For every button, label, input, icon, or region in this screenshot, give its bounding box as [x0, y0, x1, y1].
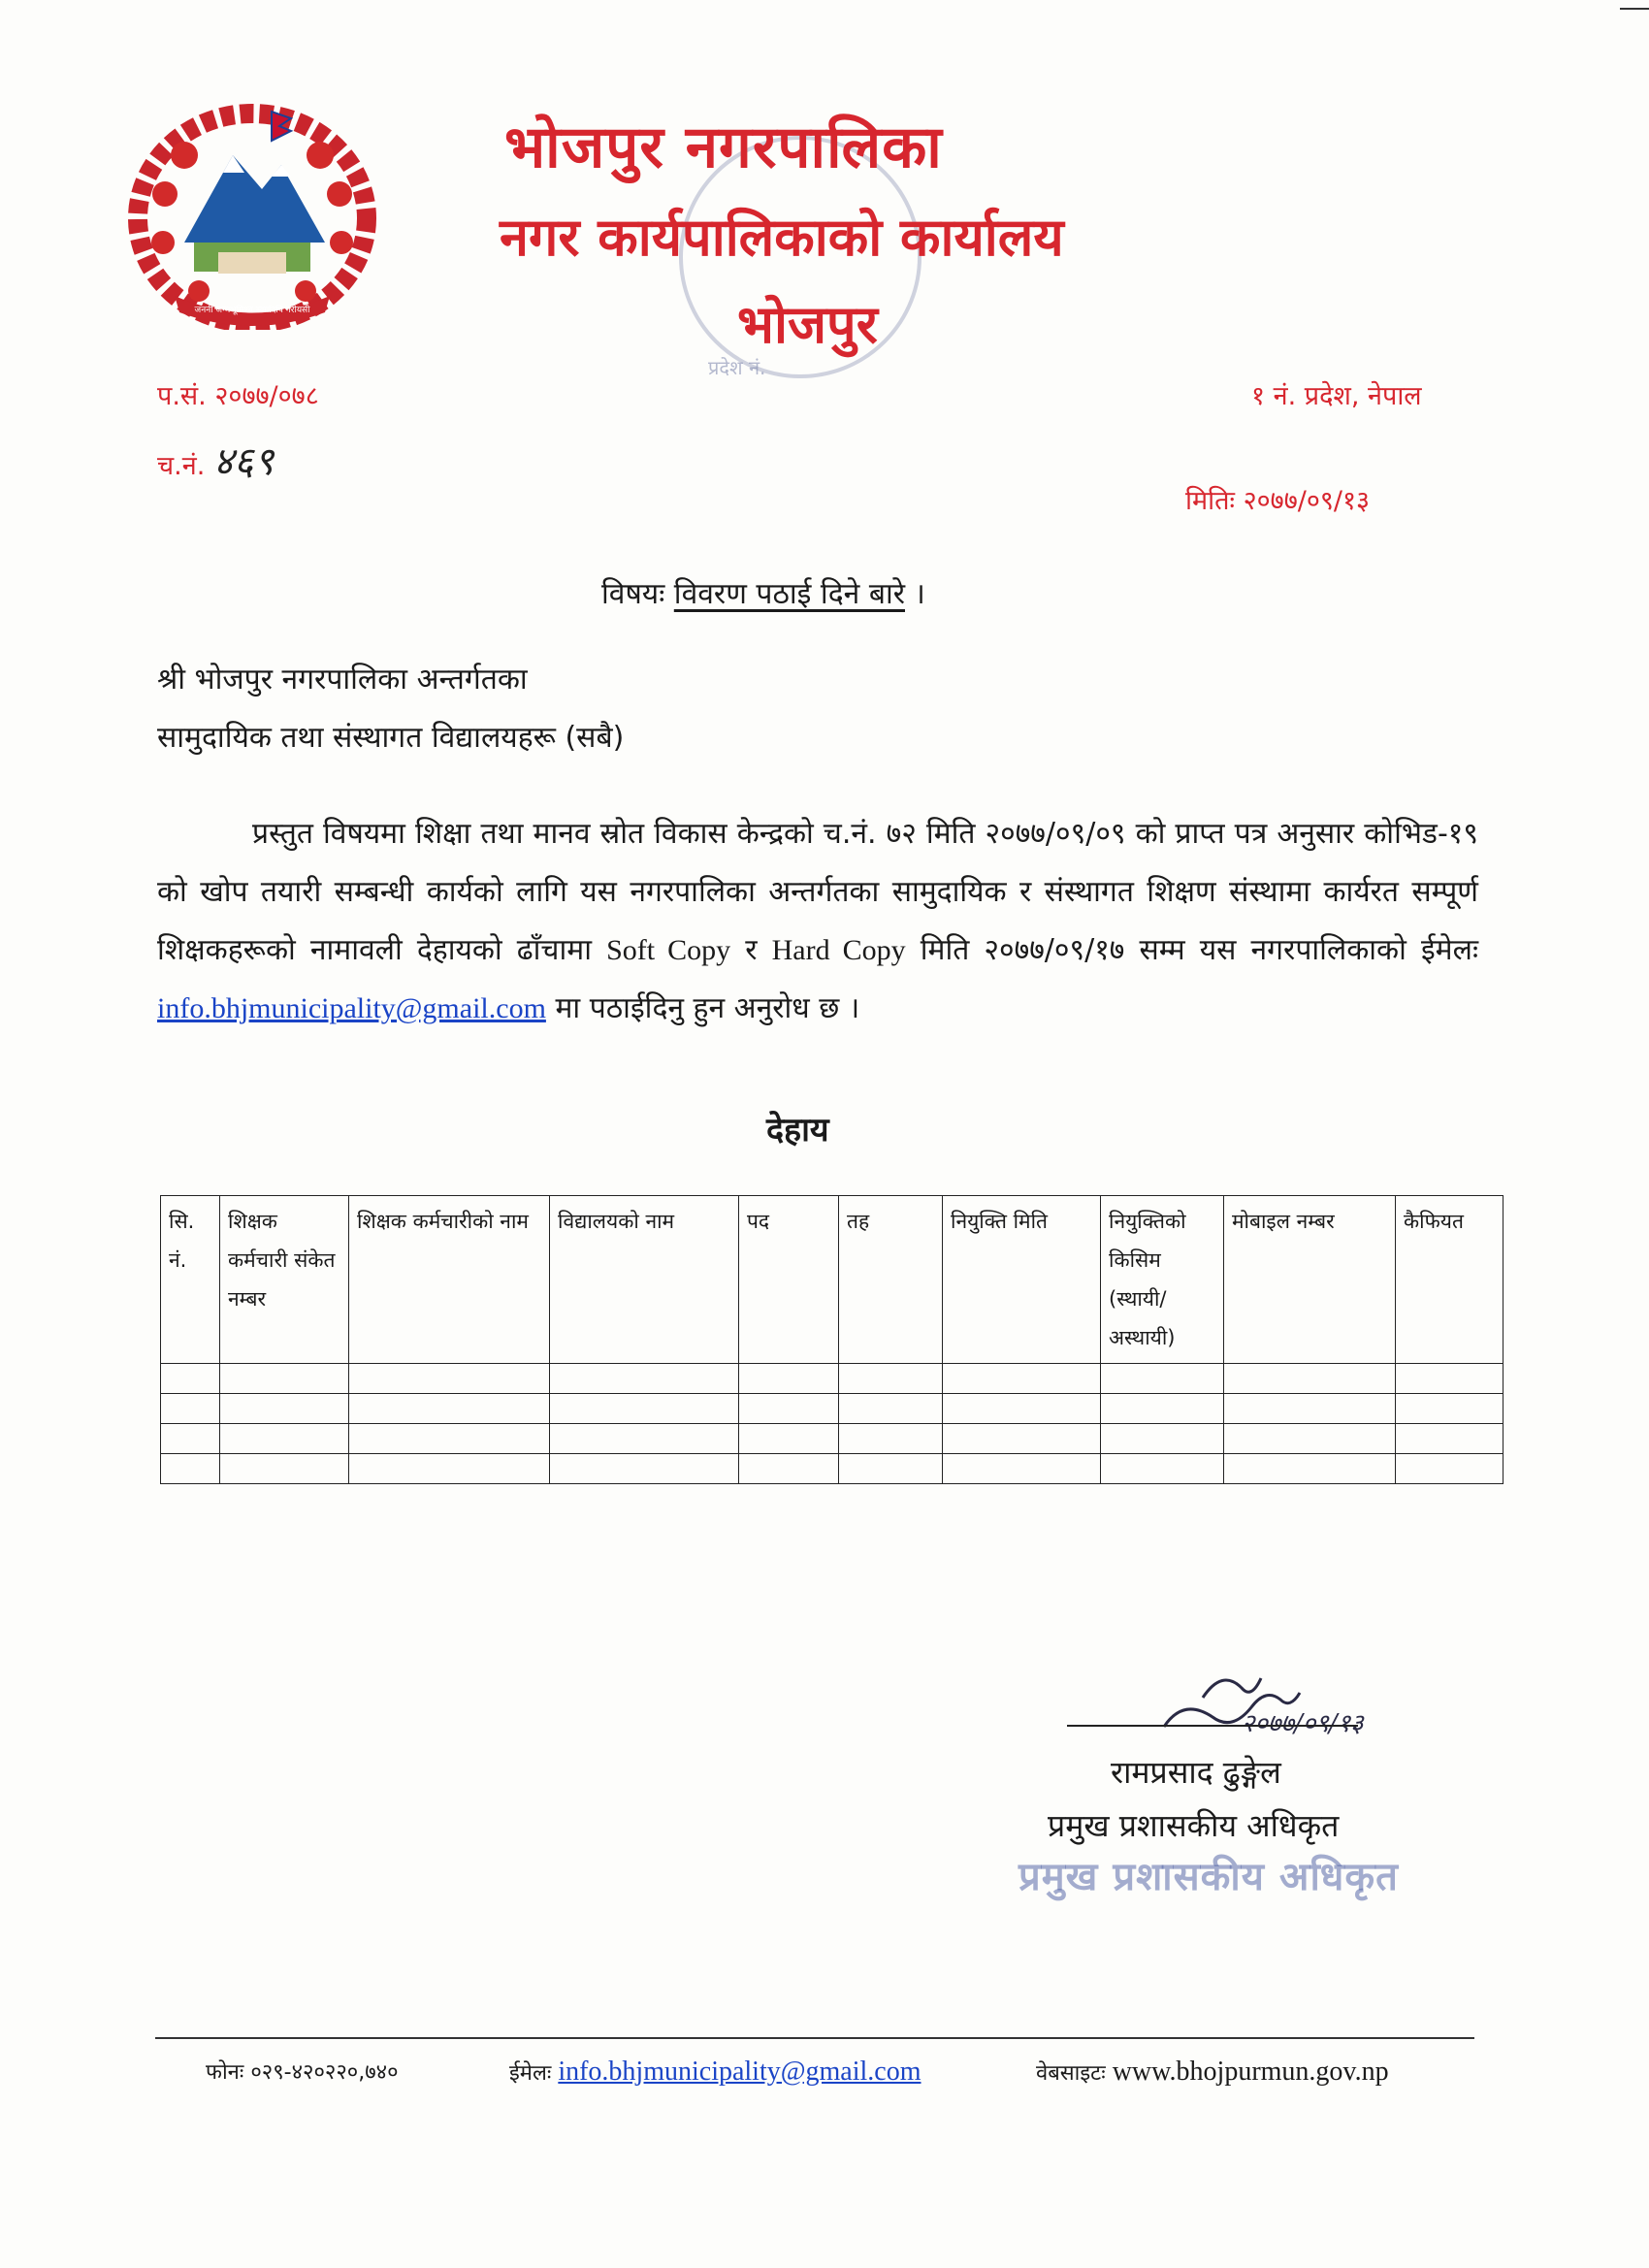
table-cell — [349, 1454, 550, 1484]
body-text-2: मिति २०७७/०९/१७ सम्म यस नगरपालिकाको ईमेलः — [920, 933, 1479, 967]
table-cell — [349, 1394, 550, 1424]
table-cell — [1396, 1394, 1504, 1424]
table-header-row — [161, 1196, 1504, 1364]
body-text-1: प्रस्तुत विषयमा शिक्षा तथा मानव स्रोत विकास केन्द्रको च.नं. ७२ मिति २०७७/०९/०९ को प्राप्त पत्र अनुसार कोभिड-१९ को खोप तयारी सम्बन्धी कार्यको लागि यस नगरपालिका अन्तर्गतका सामुदायिक र संस्थागत शिक्षण संस्थामा कार्यरत सम्पूर्ण शिक्षकहरूको नामावली देहायको ढाँचामा — [157, 817, 1478, 967]
signature-line — [1067, 1725, 1358, 1727]
table-cell — [1224, 1364, 1396, 1394]
table-cell — [349, 1424, 550, 1454]
province: १ नं. प्रदेश, नेपाल — [1251, 381, 1422, 411]
table-cell — [220, 1454, 349, 1484]
date-label: मितिः — [1185, 486, 1235, 516]
footer-divider — [155, 2037, 1474, 2039]
signer-designation: प्रमुख प्रशासकीय अधिकृत — [1048, 1807, 1340, 1844]
footer-phone — [206, 2057, 399, 2086]
table-cell — [739, 1394, 839, 1424]
table-cell — [1101, 1424, 1224, 1454]
table-cell — [220, 1424, 349, 1454]
phone-value: ०२९-४२०२२०,७४० — [250, 2060, 399, 2085]
ra-text: र — [745, 933, 758, 967]
col-level: तह — [839, 1196, 943, 1364]
dispatch-number — [157, 433, 274, 486]
table-cell — [161, 1394, 220, 1424]
subject-line — [601, 572, 925, 612]
soft-copy-text: Soft Copy — [606, 934, 731, 966]
letter-date — [1185, 481, 1370, 517]
office-name: नगर कार्यपालिकाको कार्यालय — [500, 207, 1064, 268]
table-cell — [349, 1364, 550, 1394]
page-edge-mark — [1620, 8, 1649, 10]
table-cell — [839, 1394, 943, 1424]
website-link[interactable]: www.bhojpurmun.gov.np — [1112, 2057, 1389, 2087]
subject-text: विवरण पठाई दिने बारे — [673, 577, 905, 611]
footer-email — [509, 2057, 922, 2088]
table-cell — [1101, 1394, 1224, 1424]
table-cell — [943, 1364, 1101, 1394]
office-location: भोजपुर — [737, 294, 878, 355]
table-cell — [220, 1364, 349, 1394]
table-cell — [839, 1364, 943, 1394]
table-cell — [1396, 1454, 1504, 1484]
website-label: वेबसाइटः — [1036, 2061, 1106, 2086]
table-cell — [161, 1364, 220, 1394]
dispatch-value-handwritten: ४६९ — [212, 439, 275, 484]
table-row — [161, 1424, 1504, 1454]
dispatch-label: च.नं. — [157, 451, 206, 481]
footer-email-label: ईमेलः — [509, 2061, 552, 2086]
table-cell — [550, 1394, 739, 1424]
table-cell — [1396, 1364, 1504, 1394]
phone-label: फोनः — [206, 2060, 244, 2085]
seal-watermark-text: प्रदेश नं. — [708, 356, 766, 379]
col-remarks: कैफियत — [1396, 1196, 1504, 1364]
col-school: विद्यालयको नाम — [550, 1196, 739, 1364]
table-cell — [839, 1424, 943, 1454]
table-cell — [161, 1454, 220, 1484]
dehaya-heading: देहाय — [766, 1111, 829, 1150]
subject-end: । — [914, 577, 925, 611]
subject-label: विषयः — [601, 577, 665, 611]
table-row — [161, 1454, 1504, 1484]
signer-name: रामप्रसाद ढुङ्गेल — [1111, 1754, 1281, 1791]
handwritten-signature — [1145, 1639, 1474, 1746]
footer-email-link[interactable]: info.bhjmunicipality@gmail.com — [558, 2057, 922, 2087]
body-paragraph — [157, 805, 1478, 1038]
table-cell — [1101, 1454, 1224, 1484]
table-cell — [1224, 1454, 1396, 1484]
table-cell — [943, 1394, 1101, 1424]
nepal-emblem-icon — [126, 97, 378, 330]
table-cell — [739, 1424, 839, 1454]
municipality-name: भोजपुर नगरपालिका — [504, 113, 943, 181]
table-cell — [739, 1454, 839, 1484]
addressee-line-1: श्री भोजपुर नगरपालिका अन्तर्गतका — [157, 663, 528, 697]
table-cell — [943, 1424, 1101, 1454]
col-appoint-type: नियुक्तिको किसिम (स्थायी/ अस्थायी) — [1101, 1196, 1224, 1364]
date-value: २०७७/०९/१३ — [1243, 486, 1371, 516]
table-cell — [550, 1364, 739, 1394]
col-post: पद — [739, 1196, 839, 1364]
emblem-caption: जननी जन्मभूमिश्च स्वर्गादपि गरीयसी — [194, 306, 310, 315]
table-cell — [1224, 1394, 1396, 1424]
table-cell — [161, 1424, 220, 1454]
table-body — [161, 1364, 1504, 1484]
reference-value: २०७७/०७८ — [214, 381, 319, 411]
col-serial: सि. नं. — [161, 1196, 220, 1364]
table-row — [161, 1394, 1504, 1424]
table-cell — [220, 1394, 349, 1424]
table-cell — [1224, 1424, 1396, 1454]
addressee-line-2: सामुदायिक तथा संस्थागत विद्यालयहरू (सबै) — [157, 721, 625, 755]
signature-date: २०७७/०९/१३ — [1242, 1709, 1364, 1738]
col-name: शिक्षक कर्मचारीको नाम — [349, 1196, 550, 1364]
table-cell — [839, 1454, 943, 1484]
table-cell — [1101, 1364, 1224, 1394]
table-cell — [1396, 1424, 1504, 1454]
table-cell — [943, 1454, 1101, 1484]
col-code: शिक्षक कर्मचारी संकेत नम्बर — [220, 1196, 349, 1364]
table-row — [161, 1364, 1504, 1394]
designation-stamp: प्रमुख प्रशासकीय अधिकृत — [1018, 1855, 1399, 1899]
body-text-3: मा पठाईदिनु हुन अनुरोध छ । — [555, 991, 860, 1025]
teacher-details-table — [160, 1195, 1504, 1484]
footer-website — [1036, 2057, 1389, 2088]
table-cell — [550, 1454, 739, 1484]
reference-number — [157, 376, 319, 412]
col-appoint-date: नियुक्ति मिति — [943, 1196, 1101, 1364]
reference-label: प.सं. — [157, 381, 207, 411]
table-cell — [739, 1364, 839, 1394]
body-email-link[interactable]: info.bhjmunicipality@gmail.com — [157, 992, 546, 1024]
hard-copy-text: Hard Copy — [771, 934, 906, 966]
col-mobile: मोबाइल नम्बर — [1224, 1196, 1396, 1364]
table-cell — [550, 1424, 739, 1454]
